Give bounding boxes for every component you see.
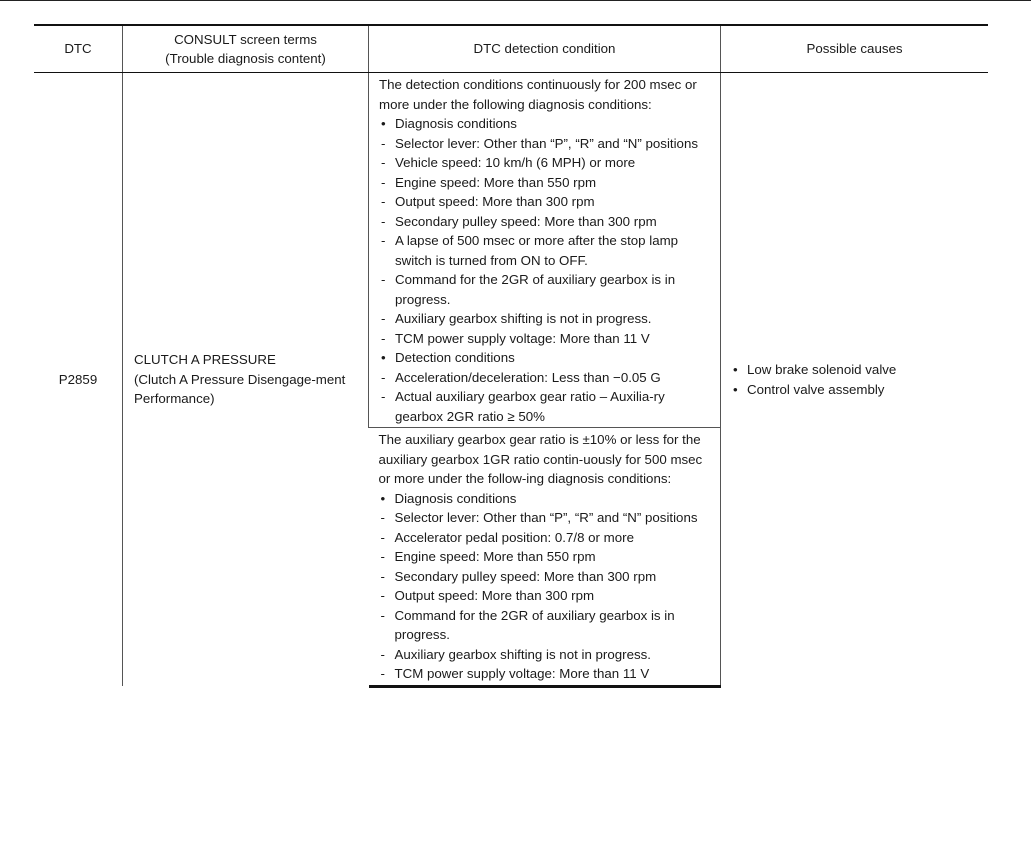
list-item-text: Auxiliary gearbox shifting is not in progress. bbox=[394, 646, 651, 662]
causes-list bbox=[731, 360, 982, 399]
dash-marker: - bbox=[381, 194, 386, 209]
cause-item bbox=[731, 360, 982, 380]
list-item-text: Acceleration/deceleration: Less than −0.05 G bbox=[395, 369, 661, 385]
header-detection-condition: DTC detection condition bbox=[369, 25, 721, 73]
condition-item bbox=[379, 153, 714, 173]
dash-marker: - bbox=[380, 510, 385, 525]
bullet-marker: • bbox=[381, 116, 386, 131]
page-top-rule bbox=[0, 0, 1031, 1]
condition-2-list bbox=[379, 489, 715, 684]
bullet-marker: • bbox=[733, 362, 738, 377]
condition-item bbox=[379, 606, 715, 645]
dash-marker: - bbox=[381, 369, 386, 385]
condition-item bbox=[379, 309, 714, 329]
consult-term-name: CLUTCH A PRESSURE bbox=[134, 352, 276, 368]
dash-marker: - bbox=[380, 588, 385, 603]
dash-marker: - bbox=[380, 666, 385, 681]
list-item-text: Output speed: More than 300 rpm bbox=[394, 588, 595, 603]
condition-item bbox=[379, 134, 714, 154]
condition-item bbox=[379, 329, 714, 349]
dash-marker: - bbox=[381, 311, 386, 326]
list-item-text: Accelerator pedal position: 0.7/8 or more bbox=[394, 529, 634, 545]
dash-marker: - bbox=[381, 330, 386, 346]
list-item-text: Actual auxiliary gearbox gear ratio – Auxilia-ry gearbox 2GR ratio ≥ 50% bbox=[395, 389, 665, 424]
list-item-text: Diagnosis conditions bbox=[395, 116, 517, 131]
list-item-text: Output speed: More than 300 rpm bbox=[395, 194, 595, 209]
condition-item bbox=[379, 270, 714, 309]
list-item-text: A lapse of 500 msec or more after the stop lamp switch is turned from ON to OFF. bbox=[395, 233, 679, 268]
table-header-row bbox=[34, 25, 988, 73]
dash-marker: - bbox=[381, 389, 386, 404]
list-item-text: TCM power supply voltage: More than 11 V bbox=[394, 666, 650, 681]
cause-item bbox=[731, 380, 982, 400]
list-item-text: Control valve assembly bbox=[747, 381, 885, 397]
list-item-text: Vehicle speed: 10 km/h (6 MPH) or more bbox=[395, 155, 636, 170]
condition-2-intro: The auxiliary gearbox gear ratio is ±10% or less for the auxiliary gearbox 1GR ratio contin-uously for 500 msec or more under the follow-ing diagnosis conditions: bbox=[378, 432, 703, 486]
list-item-text: Secondary pulley speed: More than 300 rpm bbox=[394, 568, 657, 584]
dash-marker: - bbox=[380, 646, 385, 662]
dash-marker: - bbox=[381, 174, 386, 190]
list-item-text: Auxiliary gearbox shifting is not in progress. bbox=[395, 311, 652, 326]
dash-marker: - bbox=[381, 155, 386, 170]
dash-marker: - bbox=[380, 549, 385, 564]
detection-condition-2 bbox=[369, 428, 721, 687]
consult-term-description: (Clutch A Pressure Disengage-ment Performance) bbox=[134, 371, 346, 407]
header-consult-line1: CONSULT screen terms bbox=[174, 31, 317, 47]
condition-item bbox=[379, 508, 715, 528]
list-item-text: Command for the 2GR of auxiliary gearbox is in progress. bbox=[395, 272, 676, 307]
list-item-text: TCM power supply voltage: More than 11 V bbox=[395, 330, 650, 346]
dash-marker: - bbox=[381, 213, 386, 229]
dtc-code: P2859 bbox=[58, 371, 98, 387]
dash-marker: - bbox=[381, 135, 386, 151]
dash-marker: - bbox=[380, 568, 385, 584]
list-item-text: Engine speed: More than 550 rpm bbox=[394, 549, 596, 564]
condition-item bbox=[379, 212, 714, 232]
bullet-marker: • bbox=[381, 350, 386, 365]
list-item-text: Engine speed: More than 550 rpm bbox=[395, 174, 597, 190]
condition-item bbox=[379, 489, 715, 509]
condition-item bbox=[379, 348, 714, 368]
condition-item bbox=[379, 664, 715, 684]
dtc-table bbox=[34, 24, 988, 688]
dash-marker: - bbox=[380, 529, 385, 545]
condition-item bbox=[379, 528, 715, 548]
detection-condition-1 bbox=[369, 73, 721, 428]
list-item-text: Detection conditions bbox=[395, 350, 515, 365]
dash-marker: - bbox=[381, 272, 386, 287]
condition-item bbox=[379, 231, 714, 270]
list-item-text: Selector lever: Other than “P”, “R” and “N” positions bbox=[394, 510, 698, 525]
list-item-text: Command for the 2GR of auxiliary gearbox is in progress. bbox=[394, 607, 675, 642]
consult-term bbox=[123, 73, 369, 687]
condition-1-list bbox=[379, 114, 714, 426]
condition-item bbox=[379, 586, 715, 606]
table-row bbox=[34, 73, 988, 428]
dash-marker: - bbox=[381, 233, 386, 248]
condition-item bbox=[379, 114, 714, 134]
header-possible-causes: Possible causes bbox=[721, 25, 989, 73]
possible-causes bbox=[721, 73, 989, 687]
list-item-text: Secondary pulley speed: More than 300 rpm bbox=[395, 213, 657, 229]
condition-item bbox=[379, 192, 714, 212]
condition-1-intro: The detection conditions continuously for 200 msec or more under the following diagnosis conditions: bbox=[379, 77, 697, 112]
condition-item bbox=[379, 645, 715, 665]
header-consult-line2: (Trouble diagnosis content) bbox=[165, 51, 326, 66]
dash-marker: - bbox=[380, 607, 385, 623]
list-item-text: Selector lever: Other than “P”, “R” and “N” positions bbox=[395, 135, 698, 151]
header-dtc: DTC bbox=[34, 25, 123, 73]
condition-item bbox=[379, 547, 715, 567]
bullet-marker: • bbox=[380, 490, 386, 506]
list-item-text: Low brake solenoid valve bbox=[747, 362, 897, 377]
condition-item bbox=[379, 368, 714, 388]
list-item-text: Diagnosis conditions bbox=[394, 490, 517, 506]
condition-item bbox=[379, 387, 714, 426]
header-consult-terms bbox=[123, 25, 369, 73]
bullet-marker: • bbox=[733, 381, 738, 397]
condition-item bbox=[379, 173, 714, 193]
condition-item bbox=[379, 567, 715, 587]
